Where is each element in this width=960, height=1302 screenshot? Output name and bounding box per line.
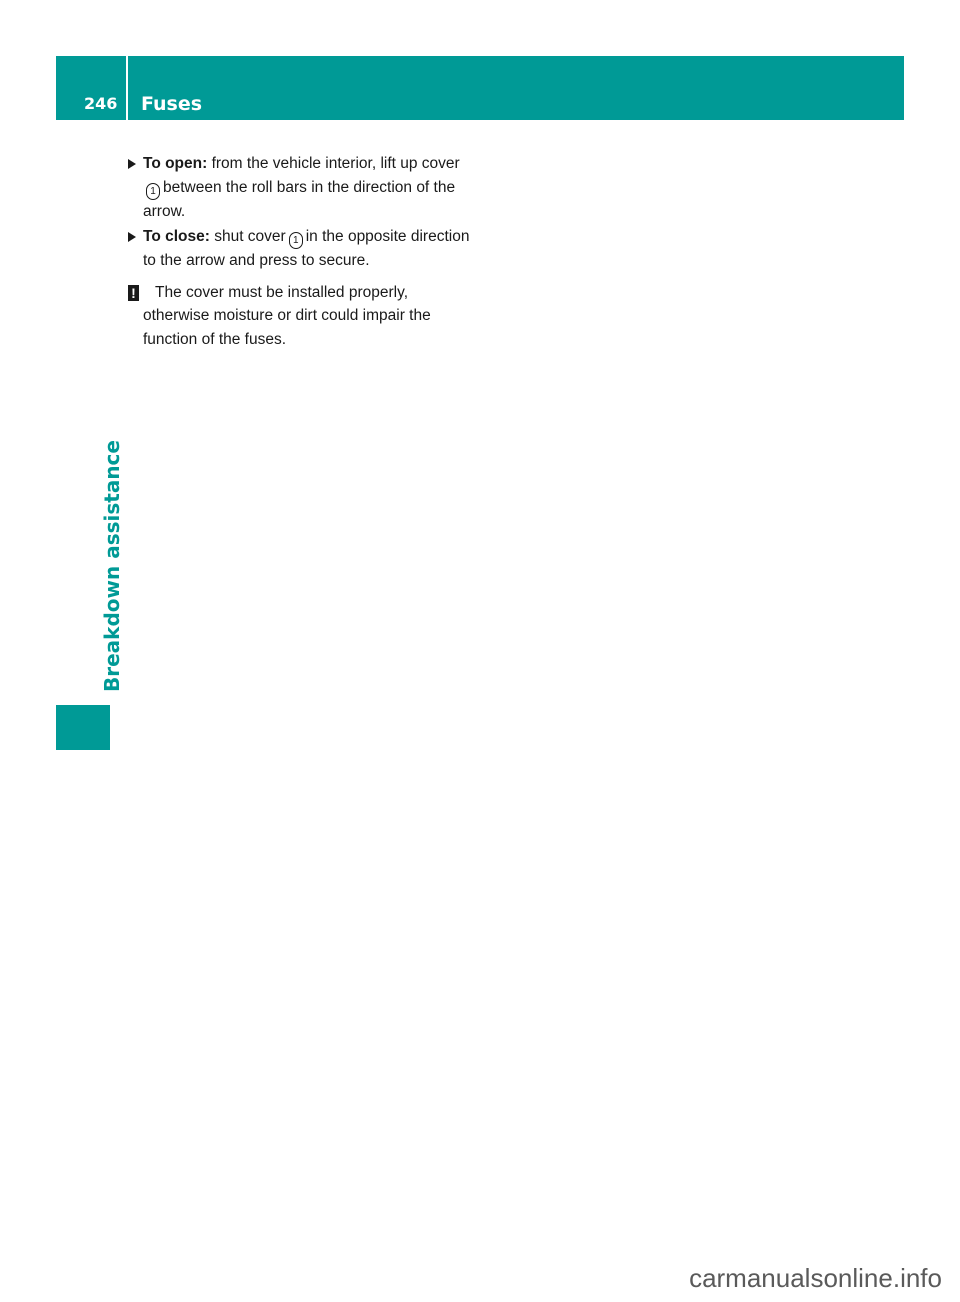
step-arrow-icon <box>128 232 136 242</box>
step-arrow-icon <box>128 159 136 169</box>
page-number: 246 <box>84 94 118 113</box>
caution-icon: ! <box>128 285 139 301</box>
step-label: To open: <box>143 155 208 172</box>
header-divider <box>126 56 128 120</box>
note-text: The cover must be installed properly, otherwise moisture or dirt could impair the function of the fuses. <box>143 283 431 348</box>
step-close <box>128 225 478 273</box>
callout-number-icon: 1 <box>146 183 160 200</box>
main-content <box>128 152 478 351</box>
callout-number-icon: 1 <box>289 232 303 249</box>
caution-note <box>128 281 478 352</box>
step-text: from the vehicle interior, lift up cover <box>211 155 460 172</box>
step-open <box>128 152 478 223</box>
side-tab-block <box>56 705 110 750</box>
watermark: carmanualsonline.info <box>689 1263 942 1293</box>
section-title: Fuses <box>141 93 203 115</box>
step-text: between the roll bars in the direction of the arrow. <box>143 178 456 220</box>
step-text: in the opposite direction to the arrow and press to secure. <box>143 228 470 269</box>
step-text: shut cover <box>214 228 286 245</box>
step-label: To close: <box>143 228 210 245</box>
side-tab-label: Breakdown assistance <box>100 440 124 692</box>
header-bar <box>56 56 904 120</box>
